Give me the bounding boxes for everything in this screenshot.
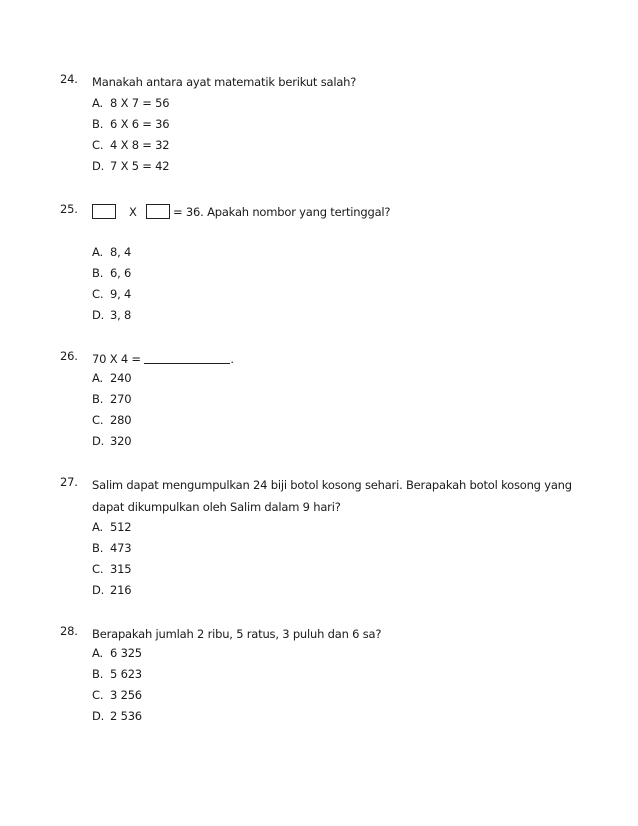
option-text: 270: [110, 392, 132, 406]
option-text: 9, 4: [110, 287, 132, 301]
option-text: 473: [110, 541, 132, 555]
option-letter: D.: [92, 308, 105, 322]
option-letter: C.: [92, 138, 104, 152]
option-c[interactable]: [92, 138, 169, 152]
option-b[interactable]: [92, 266, 131, 280]
option-text: 240: [110, 371, 132, 385]
option-b[interactable]: [92, 117, 169, 131]
question-text: [92, 349, 592, 370]
option-d[interactable]: [92, 709, 142, 723]
option-letter: D.: [92, 583, 105, 597]
option-text: 8, 4: [110, 245, 132, 259]
option-text: 216: [110, 583, 132, 597]
option-letter: D.: [92, 709, 105, 723]
option-text: 3 256: [110, 688, 142, 702]
option-text: 7 X 5 = 42: [110, 159, 170, 173]
question-number: 26.: [60, 349, 78, 363]
option-a[interactable]: [92, 520, 131, 534]
option-b[interactable]: [92, 392, 131, 406]
times-symbol: X: [128, 205, 137, 219]
option-text: 6, 6: [110, 266, 132, 280]
option-b[interactable]: [92, 541, 131, 555]
option-d[interactable]: [92, 434, 131, 448]
option-letter: A.: [92, 646, 103, 660]
question-text-line-2: dapat dikumpulkan oleh Salim dalam 9 hari?: [92, 500, 341, 514]
answer-box-2[interactable]: [146, 204, 170, 219]
option-letter: A.: [92, 371, 103, 385]
option-text: 320: [110, 434, 132, 448]
option-text: 512: [110, 520, 132, 534]
option-letter: D.: [92, 434, 105, 448]
option-letter: B.: [92, 392, 104, 406]
option-letter: A.: [92, 96, 103, 110]
question-number: 27.: [60, 475, 78, 489]
option-d[interactable]: [92, 308, 131, 322]
option-text: 4 X 8 = 32: [110, 138, 170, 152]
question-text: Manakah antara ayat matematik berikut salah?: [92, 75, 357, 89]
option-letter: B.: [92, 667, 104, 681]
option-c[interactable]: [92, 562, 131, 576]
option-letter: D.: [92, 159, 105, 173]
question-text-before: 70 X 4 =: [92, 352, 141, 366]
option-a[interactable]: [92, 96, 169, 110]
option-c[interactable]: [92, 688, 142, 702]
option-d[interactable]: [92, 159, 169, 173]
option-text: 6 325: [110, 646, 142, 660]
option-text: 280: [110, 413, 132, 427]
option-letter: C.: [92, 287, 104, 301]
option-text: 5 623: [110, 667, 142, 681]
question-text: [92, 202, 592, 223]
option-text: 2 536: [110, 709, 142, 723]
option-a[interactable]: [92, 646, 142, 660]
option-letter: C.: [92, 413, 104, 427]
option-letter: A.: [92, 245, 103, 259]
question-text-after: .: [230, 352, 234, 366]
option-letter: C.: [92, 688, 104, 702]
question-number: 28.: [60, 624, 78, 638]
option-c[interactable]: [92, 413, 131, 427]
option-a[interactable]: [92, 245, 131, 259]
option-d[interactable]: [92, 583, 131, 597]
option-b[interactable]: [92, 667, 142, 681]
answer-box-1[interactable]: [92, 204, 116, 219]
question-text-line-1: Salim dapat mengumpulkan 24 biji botol kosong sehari. Berapakah botol kosong yang: [92, 478, 572, 492]
option-letter: B.: [92, 117, 104, 131]
option-letter: A.: [92, 520, 103, 534]
question-number: 24.: [60, 72, 78, 86]
option-letter: B.: [92, 266, 104, 280]
option-text: 3, 8: [110, 308, 132, 322]
option-text: 6 X 6 = 36: [110, 117, 170, 131]
option-c[interactable]: [92, 287, 131, 301]
question-number: 25.: [60, 202, 78, 216]
option-a[interactable]: [92, 371, 131, 385]
option-letter: B.: [92, 541, 104, 555]
question-text: Berapakah jumlah 2 ribu, 5 ratus, 3 puluh dan 6 sa?: [92, 627, 382, 641]
option-text: 8 X 7 = 56: [110, 96, 170, 110]
option-text: 315: [110, 562, 132, 576]
answer-blank[interactable]: [144, 352, 230, 364]
option-letter: C.: [92, 562, 104, 576]
question-text-after: = 36. Apakah nombor yang tertinggal?: [173, 205, 391, 219]
